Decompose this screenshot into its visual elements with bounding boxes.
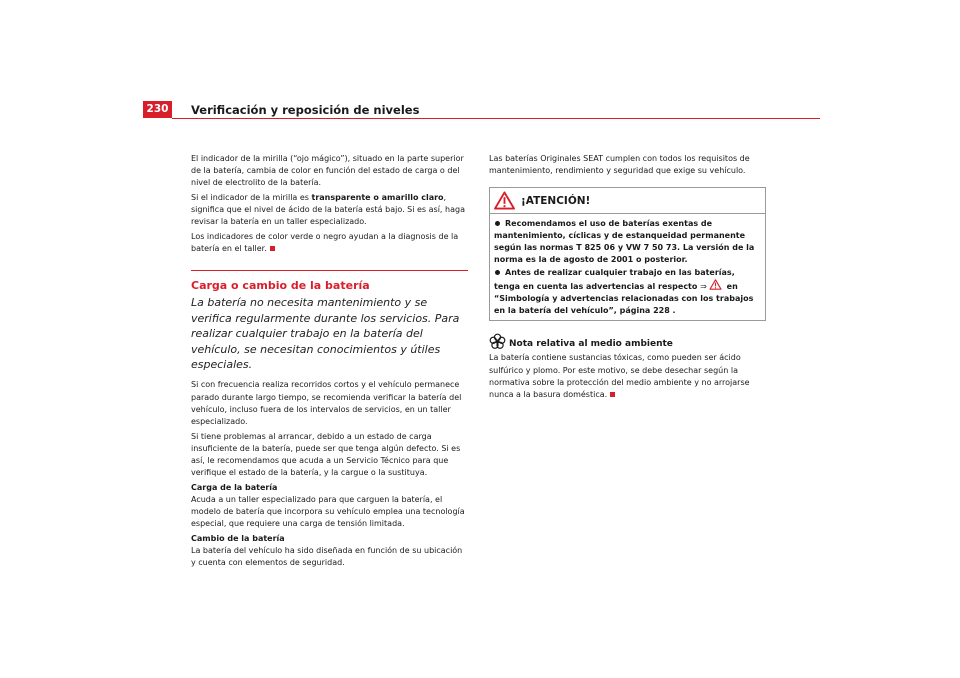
warning-box [489,187,766,321]
running-title: Verificación y reposición de niveles [191,103,420,117]
section-rule [191,270,468,271]
environment-flower-icon [489,333,506,350]
header-rule [172,118,820,119]
paragraph-charging: Acuda a un taller especializado para que carguen la batería, el modelo de batería que incorpora su vehículo emplea una tecnología especial, que requiere una carga de tensión limitada. [191,495,465,529]
section-title: Carga o cambio de la batería [191,279,370,293]
warning-triangle-icon [709,279,722,290]
page-number: 230 [143,101,172,118]
paragraph-starting-problems: Si tiene problemas al arrancar, debido a un estado de carga insuficiente de la batería, puede ser que tenga algún defecto. Si es así, le recomendamos que acuda a un Servicio Técnico para que verifique el estado de la batería, y la cargue o la sustituya. [191,431,461,478]
paragraph-color-indicators: Los indicadores de color verde o negro ayudan a la diagnosis de la batería en el taller. [191,232,459,254]
right-column [489,153,766,404]
subheading-replacement: Cambio de la batería [191,534,285,544]
paragraph-short-trips: Si con frecuencia realiza recorridos cortos y el vehículo permanece parado durante largo tiempo, se recomienda verificar la batería del vehículo, incluso fuera de los intervalos de servicios, en un taller especializado. [191,380,462,427]
end-of-section-marker-icon [270,246,275,251]
warning-item: Recomendamos el uso de baterías exentas de mantenimiento, cíclicas y de estanqueidad permanente según las normas T 825 06 y VW 7 50 73. La versión de la norma es la de agosto de 2001 o posterior. [494,219,755,265]
warning-title: ¡ATENCIÓN! [521,194,591,207]
bullet-icon [495,221,500,226]
section-intro: La batería no necesita mantenimiento y se verifica regularmente durante los servicios. Para realizar cualquier trabajo en la batería del vehículo, se necesitan conocimientos y útiles especiales. [191,296,460,372]
paragraph-sight-glass: El indicador de la mirilla (“ojo mágico”), situado en la parte superior de la batería, cambia de color en función del estado de carga o del nivel de electrolito de la batería. [191,154,464,188]
cross-reference-arrow: ⇒ [700,282,707,292]
subheading-charging: Carga de la batería [191,482,278,492]
emphasis-transparent: transparente o amarillo claro [311,193,444,202]
warning-body [490,214,765,320]
environment-note-text: La batería contiene sustancias tóxicas, como pueden ser ácido sulfúrico y plomo. Por este motivo, se debe desechar según la normativa sobre la protección del medio ambiente y no arrojarse nunca a la basura doméstica. [489,353,750,400]
environment-note-header [489,333,766,350]
left-column [191,153,468,572]
environment-note-title: Nota relativa al medio ambiente [509,339,673,350]
warning-item: Antes de realizar cualquier trabajo en las baterías, tenga en cuenta las advertencias al respecto ⇒ en “Simbología y advertencias relacionadas con los trabajos en la batería del vehículo”, página 228 . [494,268,754,316]
paragraph-original-batteries: Las baterías Originales SEAT cumplen con todos los requisitos de mantenimiento, rendimiento y seguridad que exige su vehículo. [489,154,750,176]
paragraph-indicator-level: Si el indicador de la mirilla es transparente o amarillo claro, significa que el nivel de ácido de la batería está bajo. Si es así, haga revisar la batería en un taller especializado. [191,193,465,227]
end-of-section-marker-icon [610,392,615,397]
paragraph-replacement: La batería del vehículo ha sido diseñada en función de su ubicación y cuenta con elementos de seguridad. [191,546,463,568]
bullet-icon [495,270,500,275]
warning-header [490,188,765,214]
warning-triangle-icon [494,191,515,210]
